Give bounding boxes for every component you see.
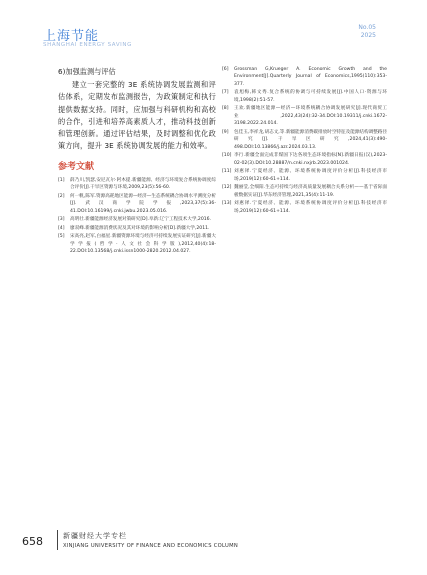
page-number: 658 (22, 535, 43, 548)
references-heading: 参考文献 (58, 161, 95, 172)
reference-item (222, 66, 387, 88)
reference-item (222, 184, 387, 199)
reference-text: Grossman G,Krueger A. Economic Growth and the Environment[J].Quarterly Journal of Economics,1995(110):353-377. (234, 67, 387, 87)
reference-number: [11] (222, 169, 232, 175)
reference-number: [1] (58, 177, 65, 183)
reference-text: 刘惠铎.宁夏经济、能源、环境系统协调度评价分析[J].科技经济市场,2019(12):60-61+114. (234, 169, 387, 182)
reference-text: 廖双峰.新疆能源消费状况及其对环境的影响分析[D].新疆大学,2011. (70, 225, 210, 231)
reference-item (222, 168, 387, 183)
reference-item (222, 152, 387, 167)
reference-text: 高明壮.新疆能源经济发展对策研究[D].阜新:辽宁工程技术大学,2016. (70, 217, 212, 223)
reference-text: 魏丽莹,全细阳.生态可持续与经济高质量发展耦合关系分析——基于省际面板数据实证[J].华东经济管理,2021,35(4):11-19. (234, 185, 387, 198)
column-name-en: XINJIANG UNIVERSITY OF FINANCE AND ECONOMICS COLUMN (63, 543, 239, 549)
reference-number: [3] (58, 217, 65, 223)
body-paragraph: 建立一套完整的 3E 系统协调发展监测和评估体系，定期发布监测报告，为政策制定和执行提供数据支持。同时，应加强与科研机构和高校的合作，引进和培养高素质人才，推动科技创新和管理创新。通过评估结果，及时调整和优化政策方向，提升 3E 系统协调发展的能力和效率。 (58, 80, 216, 151)
reference-item (58, 233, 216, 255)
journal-title-en: SHANGHAI ENERGY SAVING (43, 42, 132, 48)
reference-item (58, 225, 216, 232)
reference-text: 宋高亮,赵军,白福星.新疆资源环境与经济可持续发展实证研究[J].新疆大学学报(哲学·人文社会科学版),2012,40(4):18-22.DOI:10.13568/j.cnki.issn1000-2820.2012.04.027. (70, 234, 216, 255)
reference-item (58, 193, 216, 215)
journal-title: 上海节能 (43, 29, 100, 44)
reference-number: [9] (222, 129, 229, 135)
reference-text: 袁旭梅,韩文秀.复合系统的协调与可持续发展[J].中国人口·资源与环境,1998(2):51-57. (234, 90, 387, 103)
reference-number: [6] (222, 67, 229, 72)
reference-item (222, 129, 387, 151)
reference-list-right (222, 66, 387, 215)
reference-number: [12] (222, 185, 232, 191)
reference-text: 何一帆,陈军.资源高耗地区能源—经济—生态系统耦合协调水平测度分析[J].武汉商学院学报,2023,37(5):36-41.DOI:10.16199/j.cnki.jwbu.2023.05.016. (70, 193, 216, 214)
issue-number: No.05 (358, 24, 376, 31)
reference-item (222, 105, 387, 127)
column-name: 新疆财经大学专栏 (63, 532, 127, 540)
reference-number: [7] (222, 90, 229, 96)
reference-number: [13] (222, 201, 232, 207)
section-subheading: 6)加强监测与评估 (58, 67, 116, 76)
footer-divider (57, 530, 58, 550)
reference-text: 包佳玉,李祥龙,胡志文,等.新疆能源消费碳排放时空特征及能源结构调整路径研究[J].干旱区研究,2024,41(3):490-498.DOI:10.13866/j.azr.2024.03.13. (234, 129, 387, 150)
reference-item (58, 216, 216, 223)
reference-item (58, 177, 216, 192)
issue-year: 2025 (360, 32, 376, 39)
reference-text: 李行.新疆全面完成非煤国下达各项生态环境指标[N].新疆日报(汉),2023-02-02(3).DOI:10.28887/n.cnki.nxjrb.2023.001024. (234, 153, 387, 166)
reference-number: [10] (222, 153, 232, 159)
reference-list-left (58, 177, 216, 256)
reference-number: [2] (58, 193, 65, 199)
reference-item (222, 89, 387, 104)
page-header (0, 0, 427, 60)
reference-text: 王欢.新疆地区能源—经济—环境系统耦合协调发展研究[J].现代商贸工业,2022,43(24):32-34.DOI:10.19311/j.cnki.1672-3198.2022.24.014. (234, 106, 387, 127)
reference-text: 刘惠铎.宁夏经济、能源、环境系统协调度评价分析[J].科技经济市场,2019(12):60-61+114. (234, 201, 387, 214)
issue-info (358, 24, 376, 40)
right-column (222, 66, 387, 216)
reference-number: [8] (222, 106, 229, 112)
reference-number: [4] (58, 225, 65, 231)
reference-number: [5] (58, 234, 65, 240)
reference-text: 薛乃川,凯瑟,安尼瓦尔·阿木提.新疆能源、经济与环境复合系统协调度综合评价[J].干旱区资源与环境,2009,23(5):56-60. (70, 177, 216, 191)
left-column (58, 66, 216, 257)
reference-item (222, 200, 387, 215)
